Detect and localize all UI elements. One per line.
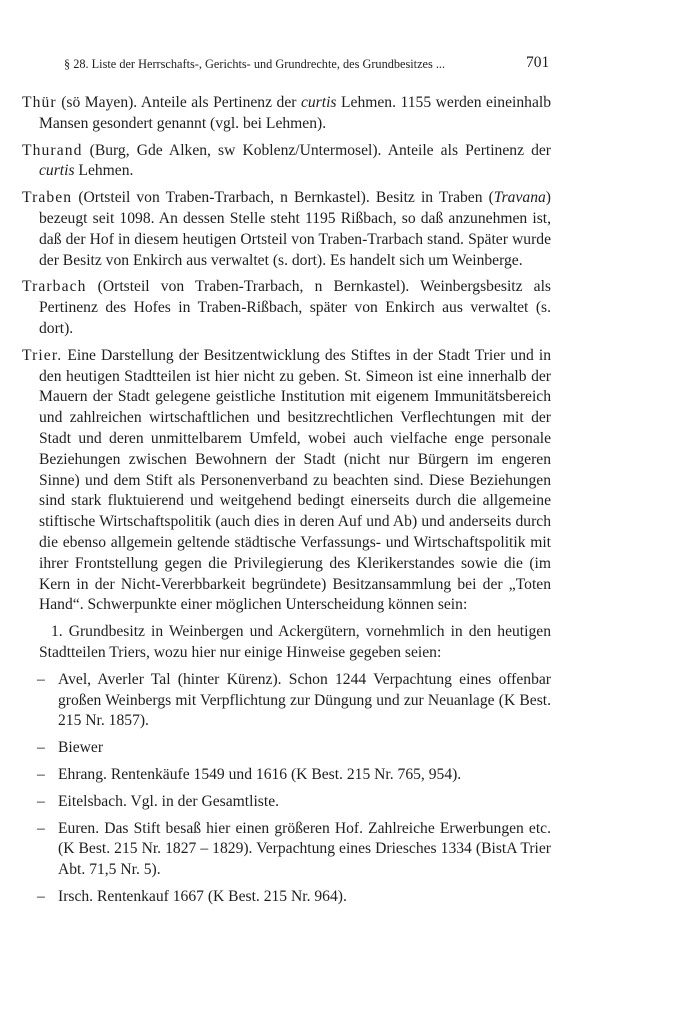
entry-text: Lehmen. xyxy=(74,162,134,180)
entry-text: (sö Mayen). Anteile als Pertinenz der xyxy=(56,94,301,111)
entry-thurand xyxy=(22,141,551,183)
list-item-text: Ehrang. Rentenkäufe 1549 und 1616 (K Best. 215 Nr. 765, 954). xyxy=(58,765,462,783)
body-text xyxy=(22,93,551,914)
entry-thuer xyxy=(22,93,551,135)
dash-marker: – xyxy=(37,739,45,757)
entry-headword: Trier. xyxy=(22,346,63,364)
entry-trarbach xyxy=(22,277,551,339)
list-item xyxy=(22,738,551,759)
entry-headword: Trarbach xyxy=(22,278,87,296)
list-item xyxy=(22,792,551,813)
list-item-text: Eitelsbach. Vgl. in der Gesamtliste. xyxy=(58,792,280,810)
dash-marker: – xyxy=(37,765,45,783)
list-item xyxy=(22,670,551,732)
entry-headword: Traben xyxy=(22,189,73,207)
entry-text: ) bezeugt seit 1098. An dessen Stelle steht 1195 Rißbach, so daß anzunehmen ist, daß der Hof in diesem heutigen Ortsteil von Traben-Trarbach stand. Später wurde der Besitz von Enkirch aus verwaltet (s. dort). Es handelt sich um Weinberge. xyxy=(39,189,551,269)
entry-italic-term: Travana xyxy=(493,189,546,207)
list-item xyxy=(22,819,551,881)
entry-italic-term: curtis xyxy=(39,162,75,180)
entry-text: (Ortsteil von Traben-Trarbach, n Bernkastel). Weinbergsbesitz als Pertinenz des Hofes in Traben-Rißbach, später von Enkirch aus verwaltet (s. dort). xyxy=(39,278,551,337)
page-number: 701 xyxy=(526,54,550,71)
dash-marker: – xyxy=(37,670,45,688)
list-item xyxy=(22,887,551,908)
running-head: § 28. Liste der Herrschafts-, Gerichts- und Grundrechte, des Grundbesitzes ... xyxy=(64,57,446,71)
entry-trier xyxy=(22,346,551,616)
list-item-text: Irsch. Rentenkauf 1667 (K Best. 215 Nr. 964). xyxy=(58,887,347,905)
dash-list xyxy=(22,670,551,908)
entry-traben xyxy=(22,188,551,271)
dash-marker: – xyxy=(37,819,45,837)
entry-italic-term: curtis xyxy=(300,94,337,111)
list-item-text: Biewer xyxy=(58,739,104,757)
list-item xyxy=(22,765,551,786)
list-item-text: Avel, Averler Tal (hinter Kürenz). Schon 1244 Verpachtung eines offenbar großen Weinbergs mit Verpflichtung zur Düngung und zur Neuanlage (K Best. 215 Nr. 1857). xyxy=(58,670,551,730)
numbered-point: 1. Grundbesitz in Weinbergen und Ackergütern, vornehmlich in den heutigen Stadtteilen Triers, wozu hier nur einige Hinweise gegeben seien: xyxy=(39,623,551,661)
entry-text: (Ortsteil von Traben-Trarbach, n Bernkastel). Besitz in Traben ( xyxy=(72,189,494,207)
entry-text: (Burg, Gde Alken, sw Koblenz/Untermosel). Anteile als Pertinenz der xyxy=(82,141,551,159)
entry-text: Lehmen. 1155 werden eineinhalb Mansen gesondert genannt (vgl. bei Lehmen). xyxy=(39,94,551,132)
list-item-text: Euren. Das Stift besaß hier einen größeren Hof. Zahlreiche Erwerbungen etc. (K Best. 215 Nr. 1827 – 1829). Verpachtung eines Driesches 1334 (BistA Trier Abt. 71,5 Nr. 5). xyxy=(58,819,551,879)
entry-text: Eine Darstellung der Besitzentwicklung des Stiftes in der Stadt Trier und in den heutigen Stadtteilen ist hier nicht zu geben. St. Simeon ist eine innerhalb der Mauern der Stadt gelegene geistliche Institution mit eigenem Immunitätsbereich und zahlreichen wirtschaftlichen und besitzrechtlichen Verflechtungen mit der Stadt und deren unmittelbarem Umfeld, wobei auch vielfache enge personale Beziehungen zwischen Bewohnern der Stadt (nicht nur Bürgern im engeren Sinne) und dem Stift als Personenverband zu beachten sind. Diese Beziehungen sind stark fluktuierend und weitgehend bedingt einerseits durch die allgemeine stiftische Wirtschaftspolitik (auch dies in deren Auf und Ab) und anderseits durch die ebenso allgemein geltende städtische Verfassungs- und Wirtschaftspolitik mit ihrer Frontstellung gegen die Privilegierung des Klerikerstandes sowie die (im Kern in der Nicht-Vererbbarkeit begründete) Besitzansammlung bei der „Toten Hand“. Schwerpunkte einer möglichen Unterscheidung können sein: xyxy=(39,346,551,614)
entry-headword: Thurand xyxy=(22,141,83,159)
dash-marker: – xyxy=(37,792,45,810)
entry-headword: Thür xyxy=(22,94,57,111)
dash-marker: – xyxy=(37,887,45,905)
